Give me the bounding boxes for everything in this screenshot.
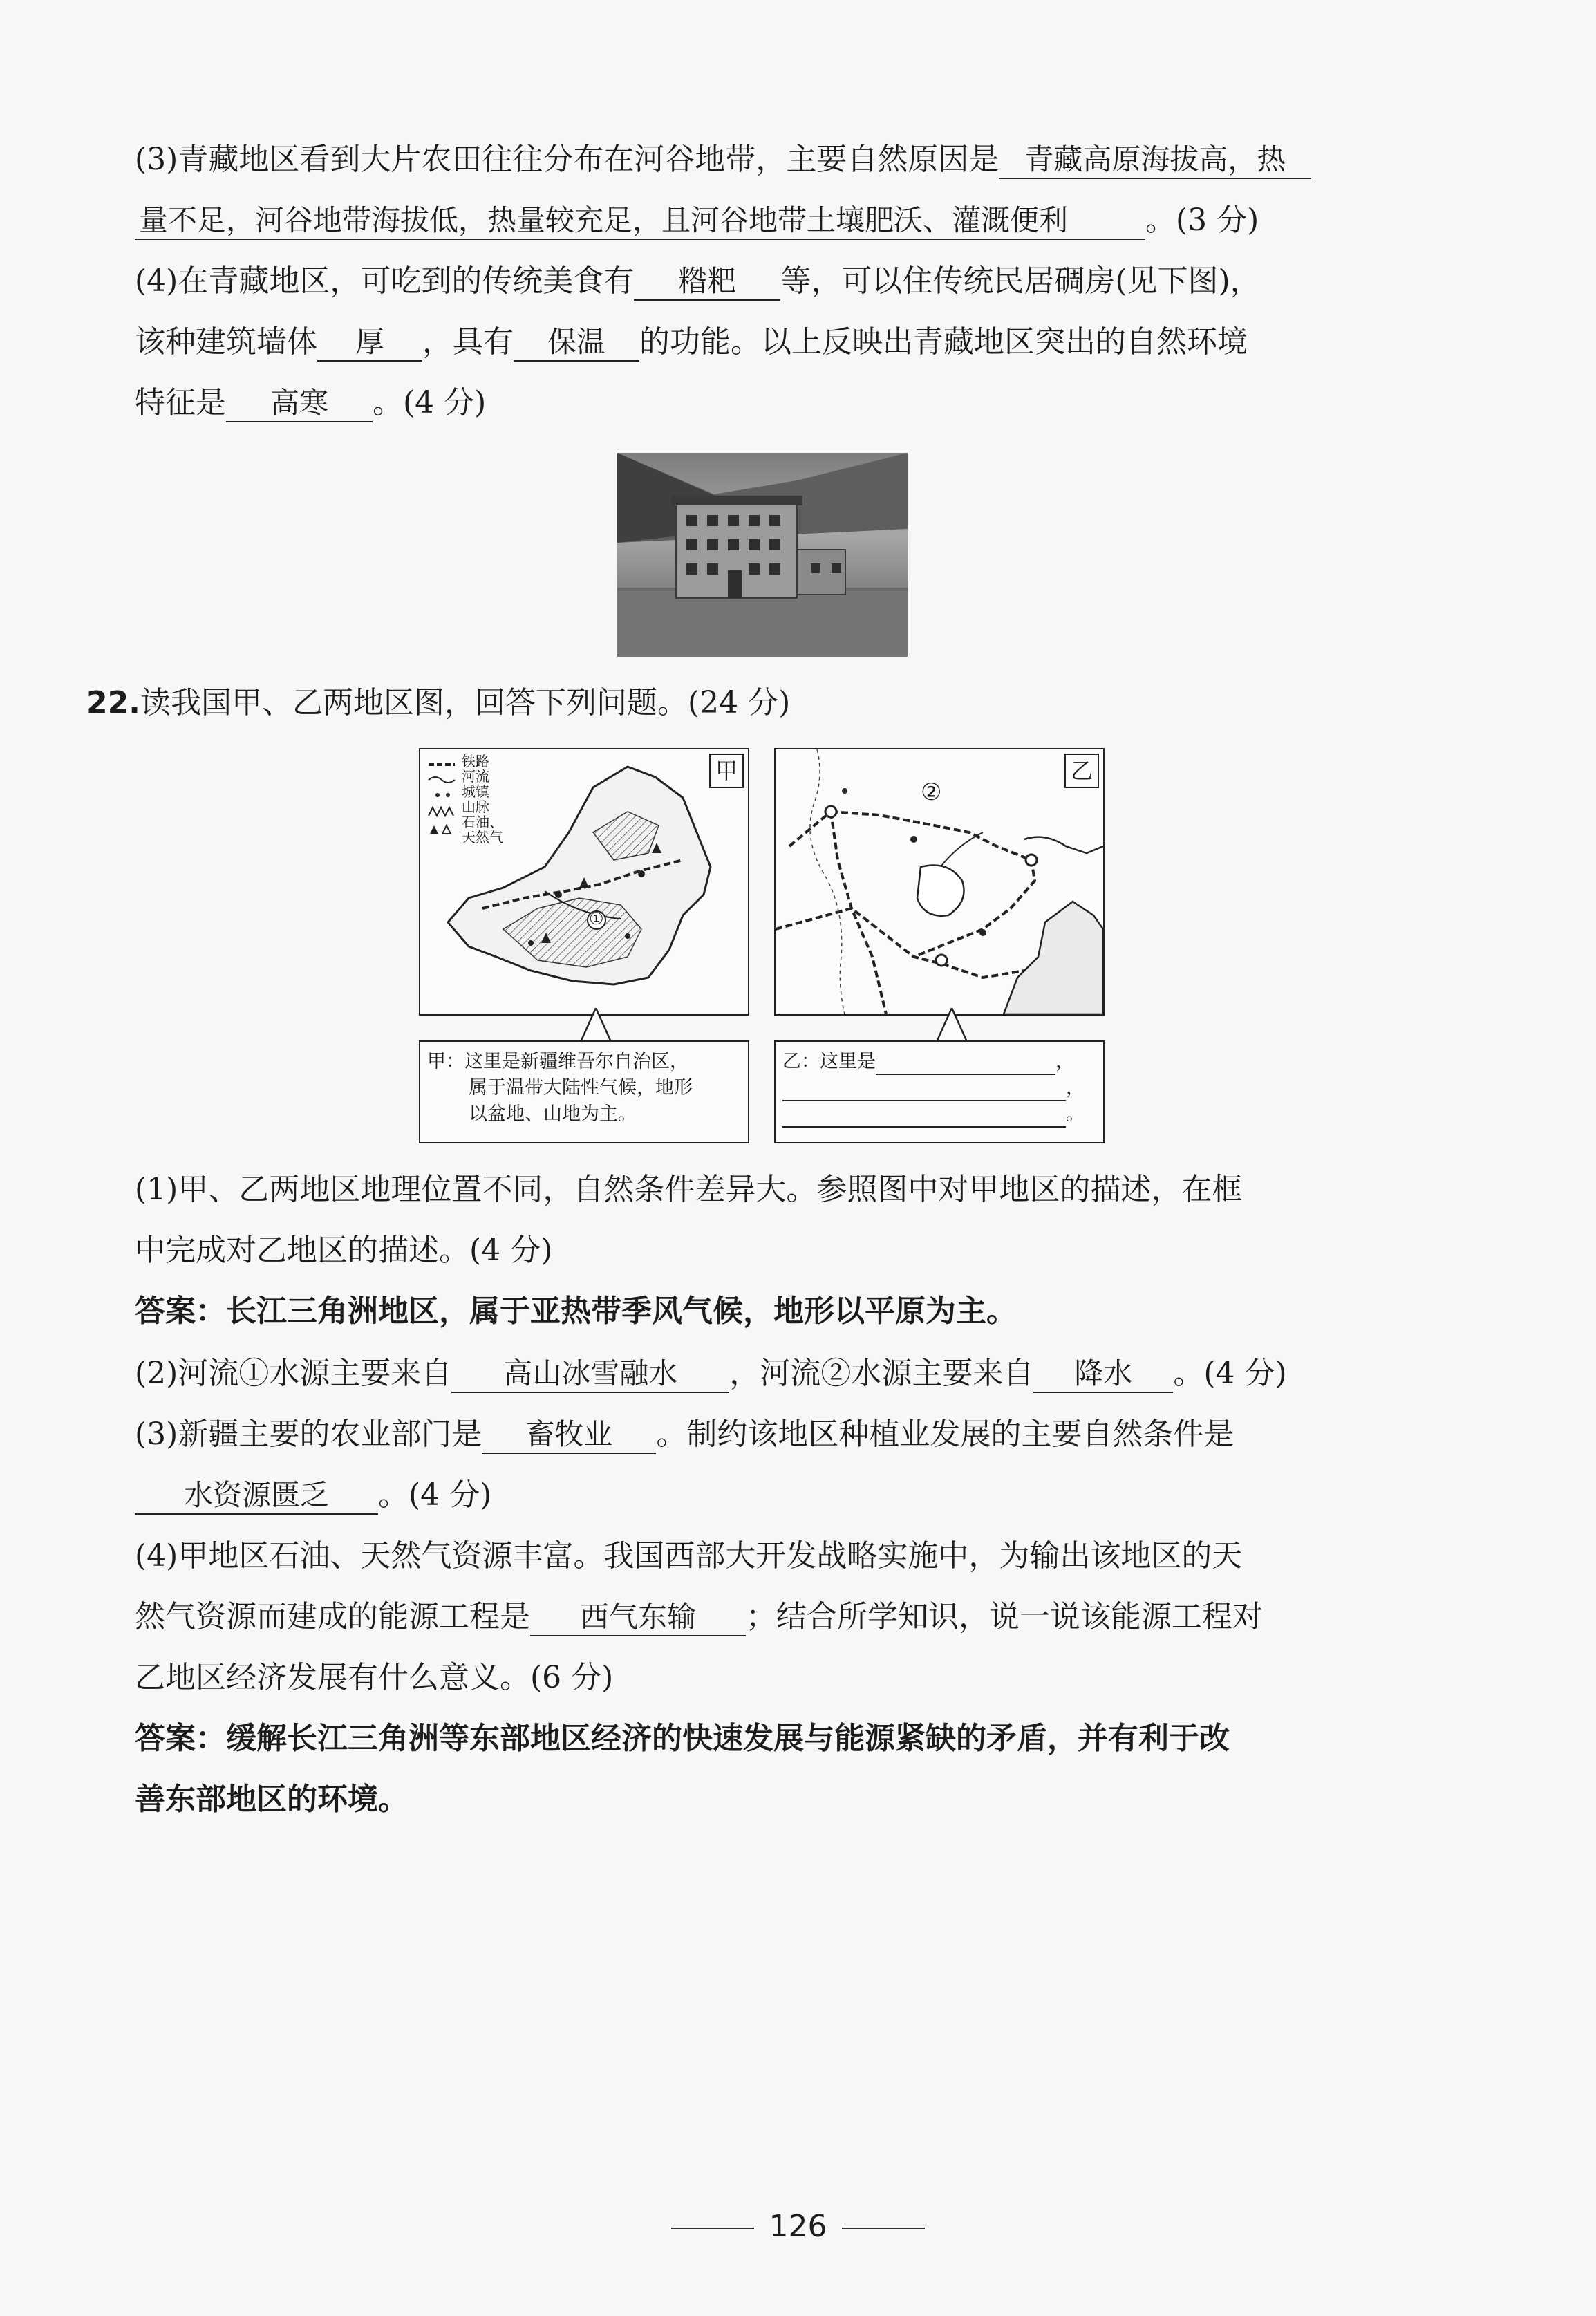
callout-yi-blank-1[interactable] xyxy=(876,1054,1055,1075)
q21-p4-answer-func: 保温 xyxy=(514,324,639,362)
q22-p3-answer-2: 水资源匮乏 xyxy=(135,1477,378,1515)
q22-part1-line1 xyxy=(135,1170,1393,1210)
page-number xyxy=(0,2209,1596,2244)
q22-p2-text-b: ，河流②水源主要来自 xyxy=(729,1356,1034,1391)
q21-p4-answer-food: 糌粑 xyxy=(634,263,780,301)
q22-stem-text: 读我国甲、乙两地区图，回答下列问题。(24 分) xyxy=(140,685,791,720)
q22-part4-line2 xyxy=(135,1597,1393,1637)
q22-p1-text-b: 中完成对乙地区的描述。(4 分) xyxy=(135,1233,553,1268)
q21-p4-answer-env: 高寒 xyxy=(226,385,373,422)
q21-p3-score: 。(3 分) xyxy=(1145,203,1259,238)
map-yi xyxy=(774,748,1105,1016)
q21-part4-line1 xyxy=(135,261,1393,301)
q22-stem xyxy=(86,683,1344,723)
callout-jia-line-2: 属于温带大陆性气候，地形 xyxy=(469,1077,693,1099)
map-jia xyxy=(419,748,749,1016)
q22-p2-score: 。(4 分) xyxy=(1173,1356,1287,1391)
q21-p4-text-c: 该种建筑墙体 xyxy=(135,324,317,359)
q21-p3-answer-1: 青藏高原海拔高，热 xyxy=(999,142,1311,179)
callout-yi-text xyxy=(782,1049,1087,1128)
q22-p1-answer: 答案：长江三角洲地区，属于亚热带季风气候，地形以平原为主。 xyxy=(135,1294,1017,1329)
q21-p4-score: 。(4 分) xyxy=(373,385,487,420)
q21-part4-line3 xyxy=(135,383,1393,423)
callout-yi-punct-2: ， xyxy=(1066,1077,1085,1099)
legend-river: 河流 xyxy=(462,768,489,785)
tibetan-house-photo xyxy=(617,453,908,657)
q21-part3-line1 xyxy=(135,140,1393,180)
q22-p3-text: (3)新疆主要的农业部门是 xyxy=(135,1417,482,1452)
callout-jia-text xyxy=(427,1049,693,1128)
q21-p4-text-b: 等，可以住传统民居碉房(见下图)， xyxy=(780,263,1261,299)
q22-part1-line2 xyxy=(135,1231,1393,1271)
tibetan-house-illustration xyxy=(617,453,908,657)
page-number-text: 126 xyxy=(769,2209,827,2244)
map-yi-label: 乙 xyxy=(1064,754,1099,788)
q21-p3-text: (3)青藏地区看到大片农田往往分布在河谷地带，主要自然原因是 xyxy=(135,142,999,177)
q22-p3-score: 。(4 分) xyxy=(378,1477,492,1513)
q22-p4-text-c: ；结合所学知识，说一说该能源工程对 xyxy=(746,1599,1263,1634)
q22-p4-text-b: 然气资源而建成的能源工程是 xyxy=(135,1599,530,1634)
callout-yi xyxy=(774,1040,1105,1143)
q22-p4-answer: 西气东输 xyxy=(530,1599,746,1636)
q22-part2 xyxy=(135,1354,1393,1394)
q21-part4-line2 xyxy=(135,322,1393,362)
legend-gas: 天然气 xyxy=(462,829,503,846)
map-jia-label: 甲 xyxy=(709,754,744,788)
q22-p4-answer-line1: 答案：缓解长江三角洲等东部地区经济的快速发展与能源紧缺的矛盾，并有利于改 xyxy=(135,1721,1230,1756)
page-number-dash-left xyxy=(671,2228,754,2229)
q21-p4-answer-wall: 厚 xyxy=(317,324,422,362)
q22-p4-text-d: 乙地区经济发展有什么意义。(6 分) xyxy=(135,1660,614,1695)
q22-part3-line2 xyxy=(135,1475,1393,1515)
river-2-marker: ② xyxy=(921,778,942,806)
q21-p4-text-e: 的功能。以上反映出青藏地区突出的自然环境 xyxy=(639,324,1248,359)
q22-p2-answer-2: 降水 xyxy=(1033,1356,1173,1393)
legend-mountain: 山脉 xyxy=(462,799,489,815)
q22-p4-text: (4)甲地区石油、天然气资源丰富。我国西部大开发战略实施中，为输出该地区的天 xyxy=(135,1538,1243,1573)
callout-jia-line-1: 甲：这里是新疆维吾尔自治区， xyxy=(427,1051,688,1072)
q22-p2-text: (2)河流①水源主要来自 xyxy=(135,1356,452,1391)
page-number-dash-right xyxy=(842,2228,925,2229)
q22-p4-answer-line2: 善东部地区的环境。 xyxy=(135,1782,409,1817)
q21-part3-line2 xyxy=(135,200,1393,241)
q22-p2-answer-1: 高山冰雪融水 xyxy=(451,1356,729,1393)
callout-yi-blank-2[interactable] xyxy=(782,1081,1066,1101)
q22-p3-text-b: 。制约该地区种植业发展的主要自然条件是 xyxy=(656,1417,1234,1452)
q21-p4-text: (4)在青藏地区，可吃到的传统美食有 xyxy=(135,263,635,299)
q22-part4-line1 xyxy=(135,1536,1393,1576)
legend-town: 城镇 xyxy=(462,783,489,800)
q22-part3-line1 xyxy=(135,1414,1393,1455)
q22-p3-answer-1: 畜牧业 xyxy=(482,1417,656,1454)
callout-yi-prefix: 乙：这里是 xyxy=(782,1051,876,1072)
callout-yi-punct-1: ， xyxy=(1055,1051,1074,1072)
map-jia-legend xyxy=(462,754,503,845)
legend-oil: 石油、 xyxy=(462,814,503,830)
q22-number: 22. xyxy=(86,685,140,720)
callout-jia-line-3: 以盆地、山地为主。 xyxy=(469,1103,637,1125)
q21-p4-text-d: ，具有 xyxy=(422,324,514,359)
river-1-marker: ① xyxy=(589,909,604,928)
q21-p3-answer-2: 量不足，河谷地带海拔低，热量较充足，且河谷地带土壤肥沃、灌溉便利 xyxy=(135,203,1145,240)
callout-jia xyxy=(419,1040,749,1143)
callout-yi-punct-3: 。 xyxy=(1066,1103,1085,1125)
q22-part4-line3 xyxy=(135,1658,1393,1698)
q22-p1-text: (1)甲、乙两地区地理位置不同，自然条件差异大。参照图中对甲地区的描述，在框 xyxy=(135,1172,1243,1207)
callout-yi-blank-3[interactable] xyxy=(782,1107,1066,1128)
legend-railway: 铁路 xyxy=(462,753,489,769)
q21-p4-text-f: 特征是 xyxy=(135,385,226,420)
